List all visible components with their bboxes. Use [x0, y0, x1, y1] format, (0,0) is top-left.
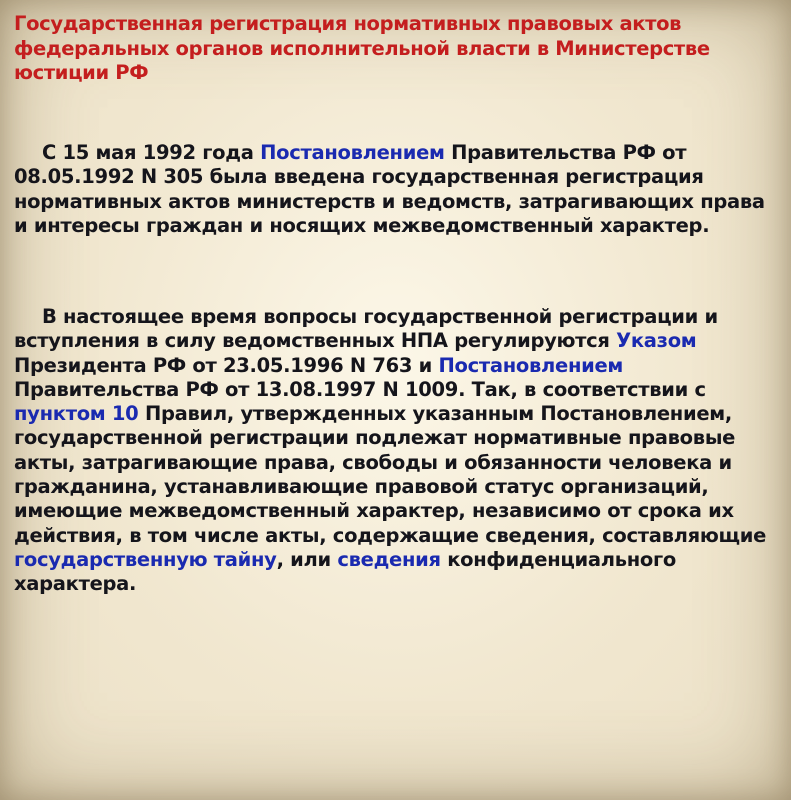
link-postanovlenie-1992[interactable]: Постановлением: [260, 141, 445, 164]
paragraph-text: Президента РФ от 23.05.1996 N 763 и: [14, 353, 439, 377]
paragraph-text: В настоящее время вопросы государственной регистрации и вступления в силу ведомственных НПА регулируются: [14, 305, 718, 353]
paragraph-text: С 15 мая 1992 года: [42, 141, 261, 164]
paragraph-history: [14, 141, 782, 238]
link-svedeniya[interactable]: сведения: [337, 547, 441, 571]
page-title: Государственная регистрация нормативных правовых актов федеральных органов исполнительной власти в Министерстве юстиции РФ: [14, 12, 710, 84]
paragraph-text: конфиденциального характера.: [14, 547, 677, 596]
link-gostaina[interactable]: государственную тайну: [14, 547, 277, 571]
paragraph-text: , или: [276, 547, 338, 571]
paragraph-text: Правительства РФ от 13.08.1997 N 1009. Так, в соответствии с: [14, 377, 706, 401]
paragraph-text: Правительства РФ от 08.05.1992 N 305 была введена государственная регистрация нормативных актов министерств и ведомств, затрагивающих права и интересы граждан и носящих межведомственный характер.: [14, 141, 765, 237]
link-postanovlenie-1997[interactable]: Постановлением: [438, 353, 624, 377]
link-ukaz[interactable]: Указом: [616, 329, 697, 353]
paragraph-text: Правил, утвержденных указанным Постановлением, государственной регистрации подлежат нормативные правовые акты, затрагивающие права, свободы и обязанности человека и гражданина, устанавливающие правовой статус организаций, имеющие межведомственный характер, независимо от срока их действия, в том числе акты, содержащие сведения, составляющие: [14, 402, 767, 547]
paragraph-current-rules: [14, 305, 782, 597]
link-punkt-10[interactable]: пунктом 10: [14, 402, 139, 426]
